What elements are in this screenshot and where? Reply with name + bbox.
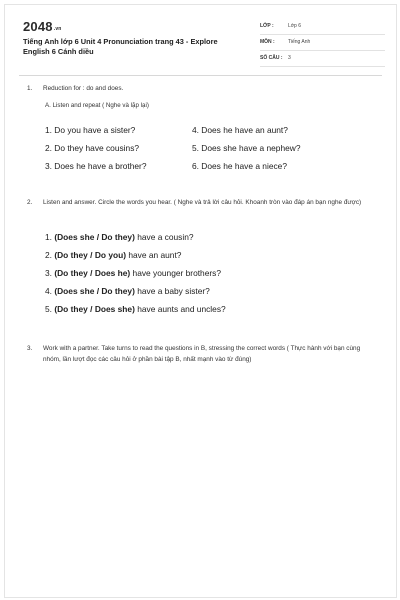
meta-value: Lớp 6 (288, 23, 302, 29)
q2-item-1: 1. (Does she / Do they) have a cousin? (45, 232, 194, 242)
question-instruction: Reduction for : do and does. (43, 85, 124, 92)
document-title: Tiếng Anh lớp 6 Unit 4 Pronunciation trang 43 - Explore English 6 Cánh diều (23, 37, 218, 56)
meta-label: LỚP : (260, 23, 274, 29)
q2-item-3: 3. (Do they / Does he) have younger brothers? (45, 268, 222, 278)
choice-a: Does she (57, 286, 95, 296)
header-divider (19, 75, 382, 76)
question-number: 2. (27, 199, 33, 206)
q1-item-5: 5. Does she have a nephew? (192, 143, 301, 153)
choice-a: Do they (57, 268, 88, 278)
choice-b: Do they (101, 232, 133, 242)
q2-item-5: 5. (Do they / Does she) have aunts and uncles? (45, 304, 226, 314)
choice-a: Do they (57, 250, 88, 260)
item-rest: have a baby sister? (134, 286, 210, 296)
choice-b: Does he (94, 268, 128, 278)
meta-value: Tiếng Anh (288, 39, 311, 45)
meta-row-subject (260, 35, 385, 51)
item-rest: have a cousin? (134, 232, 194, 242)
site-logo[interactable] (23, 19, 62, 34)
item-rest: have younger brothers? (130, 268, 222, 278)
item-number: 5. (45, 304, 52, 314)
q1-item-1: 1. Do you have a sister? (45, 125, 136, 135)
q1-item-2: 2. Do they have cousins? (45, 143, 140, 153)
q2-item-2: 2. (Do they / Do you) have an aunt? (45, 250, 182, 260)
item-number: 1. (45, 232, 52, 242)
question-1-subheading: A. Listen and repeat ( Nghe và lặp lại) (45, 102, 149, 109)
item-rest: have an aunt? (126, 250, 182, 260)
choice-b: Do they (101, 286, 133, 296)
item-number: 2. (45, 250, 52, 260)
item-number: 4. (45, 286, 52, 296)
meta-label: MÔN : (260, 39, 275, 45)
q1-item-6: 6. Does he have a niece? (192, 161, 287, 171)
logo-text: 2048 (23, 19, 53, 34)
meta-label: SỐ CÂU : (260, 55, 283, 61)
choice-b: Do you (94, 250, 124, 260)
q2-item-4: 4. (Does she / Do they) have a baby sister? (45, 286, 210, 296)
question-number: 1. (27, 85, 33, 92)
item-number: 3. (45, 268, 52, 278)
choice-b: Does she (94, 304, 133, 314)
item-rest: have aunts and uncles? (134, 304, 226, 314)
logo-tld: .vn (53, 26, 62, 32)
q1-item-3: 3. Does he have a brother? (45, 161, 147, 171)
q1-item-4: 4. Does he have an aunt? (192, 125, 288, 135)
choice-a: Do they (57, 304, 88, 314)
question-instruction: Listen and answer. Circle the words you hear. ( Nghe và trả lời câu hỏi. Khoanh tròn vào đáp án bạn nghe được) (43, 199, 362, 206)
choice-a: Does she (57, 232, 95, 242)
question-number: 3. (27, 345, 33, 352)
meta-value: 3 (288, 55, 291, 61)
question-instruction: Work with a partner. Take turns to read the questions in B, stressing the correct words ( Thực hành với bạn cùng nhóm, lần lượt đọc các câu hỏi ở phần bài tập B, nhất mạnh vào từ đúng) (43, 345, 361, 363)
meta-row-question-count (260, 51, 385, 67)
meta-row-class (260, 19, 385, 35)
worksheet-page (4, 4, 397, 598)
